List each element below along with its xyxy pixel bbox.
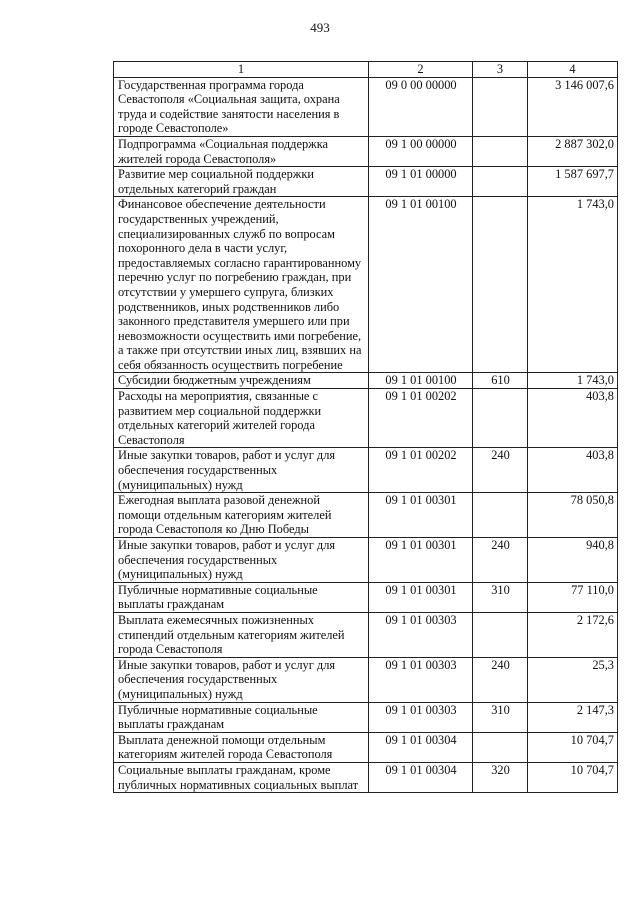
row-type-cell [473,197,528,373]
table-body [114,77,618,793]
row-code-cell: 09 1 01 00000 [369,167,473,197]
table-row [114,197,618,373]
header-col-3: 3 [473,62,528,78]
table-row [114,538,618,583]
row-code-cell: 09 1 01 00304 [369,732,473,762]
budget-table [113,61,618,793]
row-amount-cell: 1 587 697,7 [528,167,618,197]
page-number: 493 [310,20,330,35]
row-name-cell: Субсидии бюджетным учреждениям [114,373,369,389]
row-amount-cell: 78 050,8 [528,493,618,538]
row-name-cell: Иные закупки товаров, работ и услуг для обеспечения государственных (муниципальных) нужд [114,448,369,493]
row-code-cell: 09 0 00 00000 [369,77,473,136]
row-code-cell: 09 1 01 00301 [369,582,473,612]
row-type-cell: 610 [473,373,528,389]
row-code-cell: 09 1 01 00100 [369,197,473,373]
row-name-cell: Государственная программа города Севастополя «Социальная защита, охрана труда и содействие занятости населения в городе Севастополе» [114,77,369,136]
row-type-cell [473,493,528,538]
row-amount-cell: 403,8 [528,389,618,448]
table-row [114,493,618,538]
table-row [114,167,618,197]
row-amount-cell: 1 743,0 [528,373,618,389]
row-name-cell: Выплата денежной помощи отдельным категориям жителей города Севастополя [114,732,369,762]
table-row [114,732,618,762]
row-amount-cell: 1 743,0 [528,197,618,373]
row-code-cell: 09 1 01 00202 [369,448,473,493]
row-code-cell: 09 1 01 00303 [369,657,473,702]
row-name-cell: Социальные выплаты гражданам, кроме публичных нормативных социальных выплат [114,762,369,792]
row-amount-cell: 2 172,6 [528,612,618,657]
row-type-cell [473,389,528,448]
row-amount-cell: 25,3 [528,657,618,702]
table-row [114,612,618,657]
row-name-cell: Ежегодная выплата разовой денежной помощи отдельным категориям жителей города Севастополя ко Дню Победы [114,493,369,538]
row-type-cell [473,77,528,136]
row-type-cell: 240 [473,657,528,702]
table-row [114,389,618,448]
table-row [114,657,618,702]
row-type-cell: 240 [473,448,528,493]
table-row [114,702,618,732]
row-name-cell: Публичные нормативные социальные выплаты гражданам [114,702,369,732]
row-type-cell: 240 [473,538,528,583]
row-code-cell: 09 1 01 00301 [369,493,473,538]
row-type-cell: 310 [473,582,528,612]
row-amount-cell: 3 146 007,6 [528,77,618,136]
row-name-cell: Подпрограмма «Социальная поддержка жителей города Севастополя» [114,136,369,166]
row-amount-cell: 2 147,3 [528,702,618,732]
table-row [114,448,618,493]
row-type-cell [473,732,528,762]
row-code-cell: 09 1 01 00304 [369,762,473,792]
row-type-cell [473,136,528,166]
row-amount-cell: 940,8 [528,538,618,583]
row-amount-cell: 2 887 302,0 [528,136,618,166]
table-row [114,136,618,166]
header-col-4: 4 [528,62,618,78]
row-amount-cell: 77 110,0 [528,582,618,612]
row-code-cell: 09 1 01 00202 [369,389,473,448]
table-row [114,762,618,792]
row-code-cell: 09 1 01 00100 [369,373,473,389]
header-row [114,62,618,78]
row-name-cell: Публичные нормативные социальные выплаты гражданам [114,582,369,612]
row-amount-cell: 403,8 [528,448,618,493]
row-type-cell [473,612,528,657]
row-name-cell: Иные закупки товаров, работ и услуг для обеспечения государственных (муниципальных) нужд [114,657,369,702]
row-name-cell: Расходы на мероприятия, связанные с развитием мер социальной поддержки отдельных категорий жителей города Севастополя [114,389,369,448]
table-row [114,77,618,136]
row-name-cell: Иные закупки товаров, работ и услуг для обеспечения государственных (муниципальных) нужд [114,538,369,583]
row-type-cell: 320 [473,762,528,792]
row-amount-cell: 10 704,7 [528,762,618,792]
row-amount-cell: 10 704,7 [528,732,618,762]
row-type-cell [473,167,528,197]
row-name-cell: Финансовое обеспечение деятельности государственных учреждений, специализированных служб по вопросам похоронного дела в части услуг, предоставляемых согласно гарантированному перечню услуг по погребению граждан, при отсутствии у умершего супруга, близких родственников, иных родственников либо законного представителя умершего или при невозможности осуществить ими погребение, а также при отсутствии иных лиц, взявших на себя обязанность осуществить погребение [114,197,369,373]
row-type-cell: 310 [473,702,528,732]
table-row [114,373,618,389]
row-code-cell: 09 1 01 00301 [369,538,473,583]
header-col-1: 1 [114,62,369,78]
row-code-cell: 09 1 01 00303 [369,612,473,657]
header-col-2: 2 [369,62,473,78]
row-code-cell: 09 1 00 00000 [369,136,473,166]
row-code-cell: 09 1 01 00303 [369,702,473,732]
table-row [114,582,618,612]
row-name-cell: Выплата ежемесячных пожизненных стипендий отдельным категориям жителей города Севастополя [114,612,369,657]
row-name-cell: Развитие мер социальной поддержки отдельных категорий граждан [114,167,369,197]
